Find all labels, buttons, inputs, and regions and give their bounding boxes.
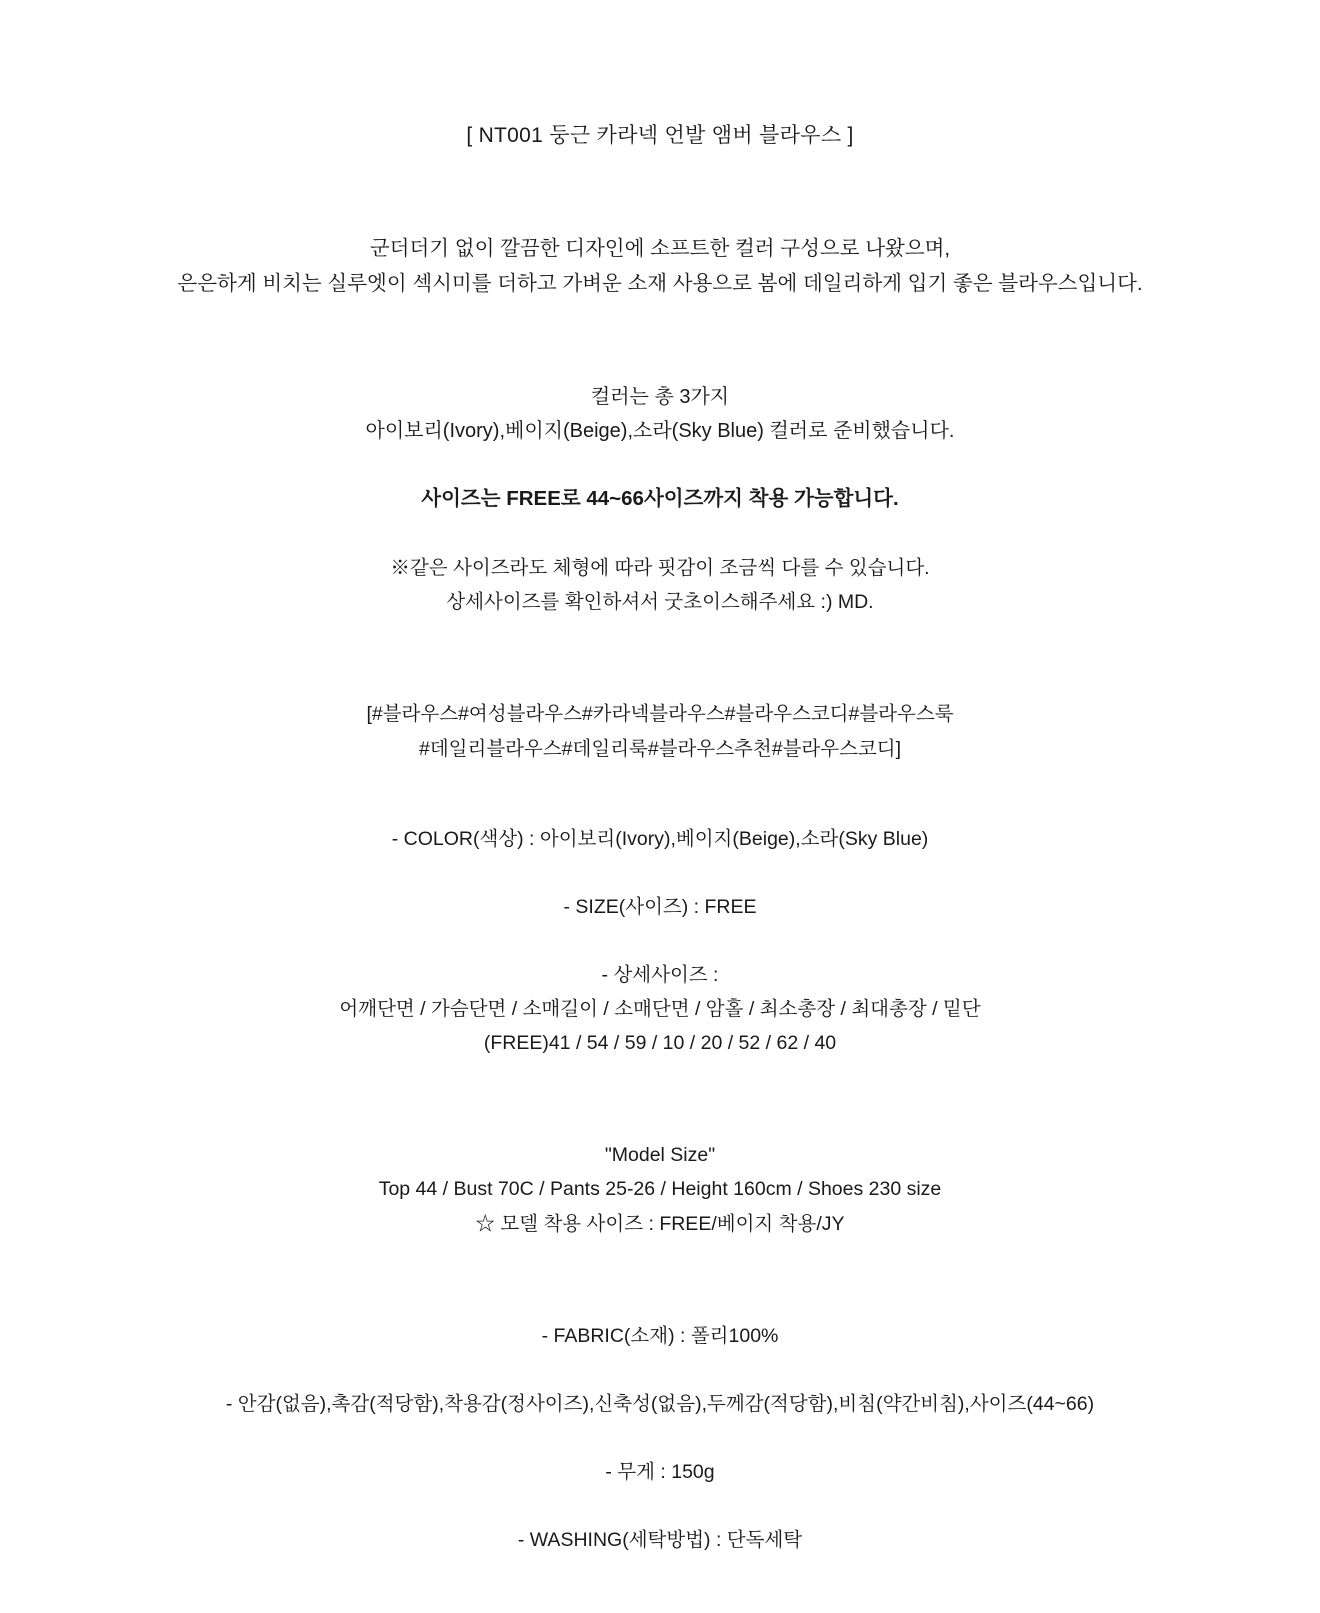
measurements-label: - 상세사이즈 : [601,963,719,986]
spacer [0,766,1320,822]
intro-line-1: 군더더기 없이 깔끔한 디자인에 소프트한 컬러 구성으로 나왔으며, [369,236,951,260]
intro-line-2: 은은하게 비치는 실루엣이 섹시미를 더하고 가벼운 소재 사용으로 봄에 데일리하게 입기 좋은 블라우스입니다. [177,272,1143,296]
color-count-line: 컬러는 총 3가지 [590,386,730,409]
spacer [0,517,1320,551]
spec-color: - COLOR(색상) : 아이보리(Ivory),베이지(Beige),소라(Sky Blue) [391,827,929,850]
spec-measurements [0,958,1320,1060]
spacer [0,856,1320,890]
spacer [0,1060,1320,1138]
spec-size: - SIZE(사이즈) : FREE [563,895,757,918]
spacer [0,448,1320,482]
fit-note [0,551,1320,619]
model-size-block [0,1138,1320,1240]
fit-note-line-1: ※같은 사이즈라도 체형에 따라 핏감이 조금씩 다를 수 있습니다. [390,557,930,580]
model-size-line-2: ☆ 모델 착용 사이즈 : FREE/베이지 착용/JY [475,1212,845,1235]
measurements-values: (FREE)41 / 54 / 59 / 10 / 20 / 52 / 62 / 40 [483,1032,837,1055]
spacer [0,302,1320,380]
spacer [0,1353,1320,1387]
page-title: [ NT001 둥근 카라넥 언발 앰버 블라우스 ] [466,124,854,147]
fit-note-line-2: 상세사이즈를 확인하셔서 굿초이스해주세요 :) MD. [446,591,874,614]
measurements-headers: 어깨단면 / 가슴단면 / 소매길이 / 소매단면 / 암홀 / 최소총장 / 최대총장 / 밑단 [339,998,981,1021]
color-list-line: 아이보리(Ivory),베이지(Beige),소라(Sky Blue) 컬러로 준비했습니다. [365,420,955,443]
hashtag-list [0,697,1320,765]
model-size-line-1: Top 44 / Bust 70C / Pants 25-26 / Height 160cm / Shoes 230 size [378,1178,942,1201]
spacer [0,1241,1320,1319]
spacer [0,619,1320,697]
spec-fabric: - FABRIC(소재) : 폴리100% [541,1324,779,1347]
model-size-label: "Model Size" [604,1144,716,1167]
spacer [0,1557,1320,1613]
spacer [0,153,1320,231]
hashtag-line-2: #데일리블라우스#데일리룩#블라우스추천#블라우스코디] [418,737,902,760]
spec-weight: - 무게 : 150g [605,1460,715,1483]
hashtag-line-1: [#블라우스#여성블라우스#카라넥블라우스#블라우스코디#블라우스룩 [366,703,954,726]
spacer [0,1421,1320,1455]
spec-washing: - WASHING(세탁방법) : 단독세탁 [517,1529,803,1552]
size-availability: 사이즈는 FREE로 44~66사이즈까지 착용 가능합니다. [421,487,899,511]
color-options [0,380,1320,448]
intro-paragraph [0,231,1320,303]
spacer [0,1489,1320,1523]
spec-properties: - 안감(없음),촉감(적당함),착용감(정사이즈),신축성(없음),두께감(적당함),비침(약간비침),사이즈(44~66) [225,1392,1095,1415]
spacer [0,924,1320,958]
